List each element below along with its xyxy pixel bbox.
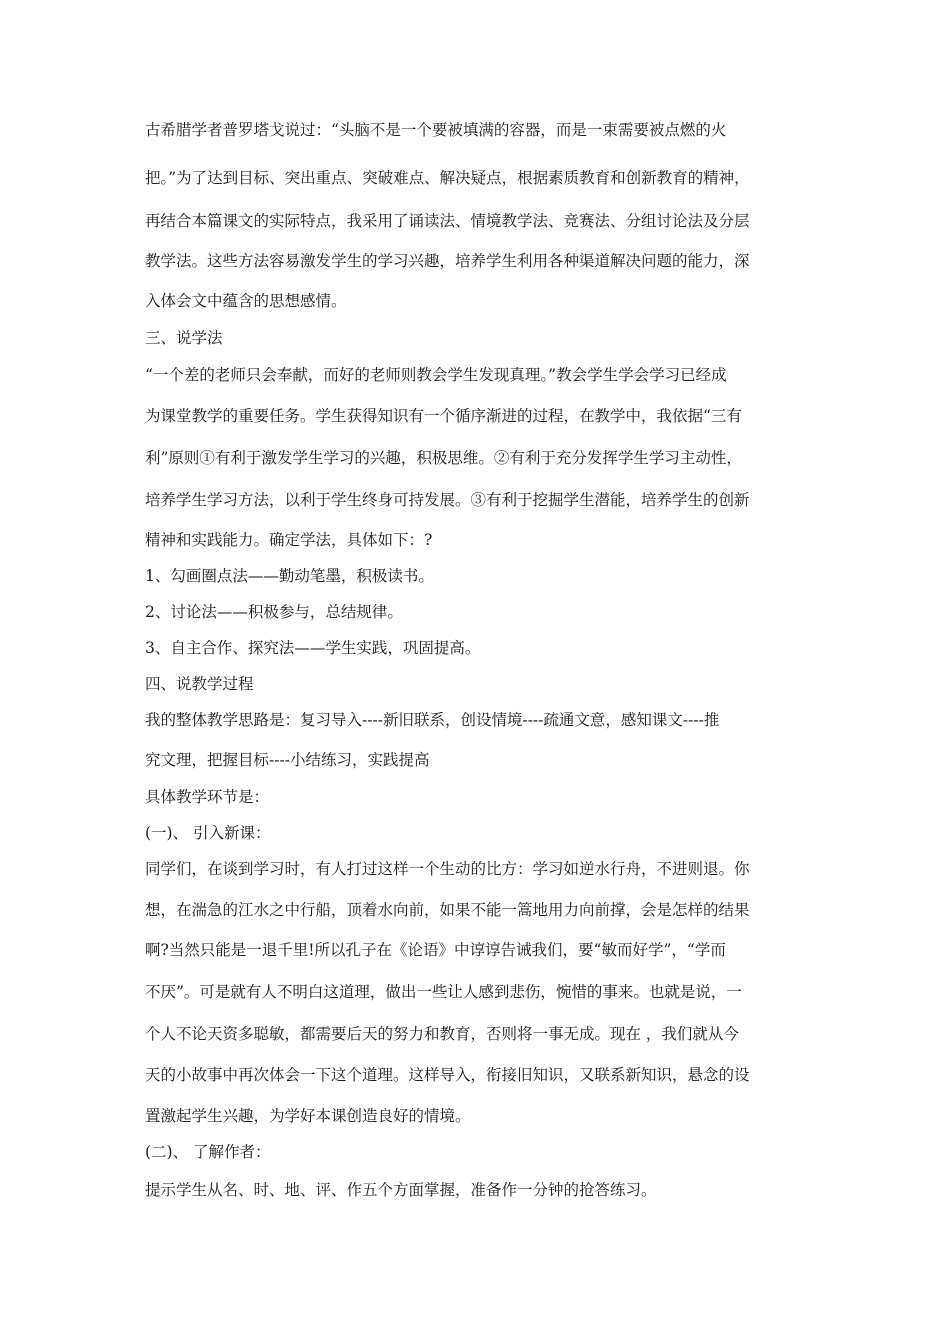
paragraph-line: 古希腊学者普罗塔戈说过：“头脑不是一个要被填满的容器，而是一束需要被点燃的火 — [145, 121, 727, 139]
paragraph-line: 想，在湍急的江水之中行船，顶着水向前，如果不能一篙地用力向前撑，会是怎样的结果 — [145, 901, 750, 919]
subsection-heading: (一)、 引入新课： — [145, 824, 271, 842]
paragraph-line: 具体教学环节是： — [145, 788, 270, 806]
paragraph-line: 教学法。这些方法容易激发学生的学习兴趣，培养学生利用各种渠道解决问题的能力，深 — [145, 252, 750, 270]
paragraph-line: 同学们，在谈到学习时，有人打过这样一个生动的比方：学习如逆水行舟，不进则退。你 — [145, 860, 750, 878]
paragraph-line: 我的整体教学思路是：复习导入----新旧联系，创设情境----疏通文意，感知课文----推 — [145, 711, 720, 729]
paragraph-line: 不厌”。可是就有人不明白这道理，做出一些让人感到悲伤，惋惜的事来。也就是说，一 — [145, 983, 742, 1001]
paragraph-line: 天的小故事中再次体会一下这个道理。这样导入，衔接旧知识，又联系新知识，悬念的设 — [145, 1066, 750, 1084]
paragraph-line: “一个差的老师只会奉献，而好的老师则教会学生发现真理。”教会学生学会学习已经成 — [145, 366, 727, 384]
paragraph-line: 究文理，把握目标----小结练习，实践提高 — [145, 751, 430, 769]
section-heading: 三、说学法 — [145, 329, 223, 347]
list-item: 1、勾画圈点法——勤动笔墨，积极读书。 — [145, 567, 434, 585]
paragraph-line: 把。”为了达到目标、突出重点、突破难点、解决疑点，根据素质教育和创新教育的精神， — [145, 169, 750, 187]
paragraph-line: 再结合本篇课文的实际特点，我采用了诵读法、情境教学法、竞赛法、分组讨论法及分层 — [145, 212, 750, 230]
paragraph-line: 入体会文中蕴含的思想感情。 — [145, 292, 347, 310]
paragraph-line: 置激起学生兴趣，为学好本课创造良好的情境。 — [145, 1107, 471, 1125]
paragraph-line: 利”原则①有利于激发学生学习的兴趣，积极思维。②有利于充分发挥学生学习主动性， — [145, 449, 742, 467]
paragraph-line: 精神和实践能力。确定学法，具体如下：? — [145, 531, 433, 549]
list-item: 2、讨论法——积极参与，总结规律。 — [145, 603, 403, 621]
paragraph-line: 啊?当然只能是一退千里!所以孔子在《论语》中谆谆告诫我们，要“敏而好学”，“学而 — [145, 941, 726, 959]
paragraph-line: 个人不论天资多聪敏，都需要后天的努力和教育，否则将一事无成。现在 ，我们就从今 — [145, 1025, 739, 1043]
paragraph-line: 培养学生学习方法，以利于学生终身可持发展。③有利于挖掘学生潜能，培养学生的创新 — [145, 491, 750, 509]
paragraph-line: 提示学生从名、时、地、评、作五个方面掌握，准备作一分钟的抢答练习。 — [145, 1181, 657, 1199]
paragraph-line: 为课堂教学的重要任务。学生获得知识有一个循序渐进的过程，在教学中，我依据“三有 — [145, 407, 742, 425]
subsection-heading: (二)、 了解作者： — [145, 1143, 271, 1161]
section-heading: 四、说教学过程 — [145, 675, 254, 693]
list-item: 3、自主合作、探究法——学生实践，巩固提高。 — [145, 639, 481, 657]
